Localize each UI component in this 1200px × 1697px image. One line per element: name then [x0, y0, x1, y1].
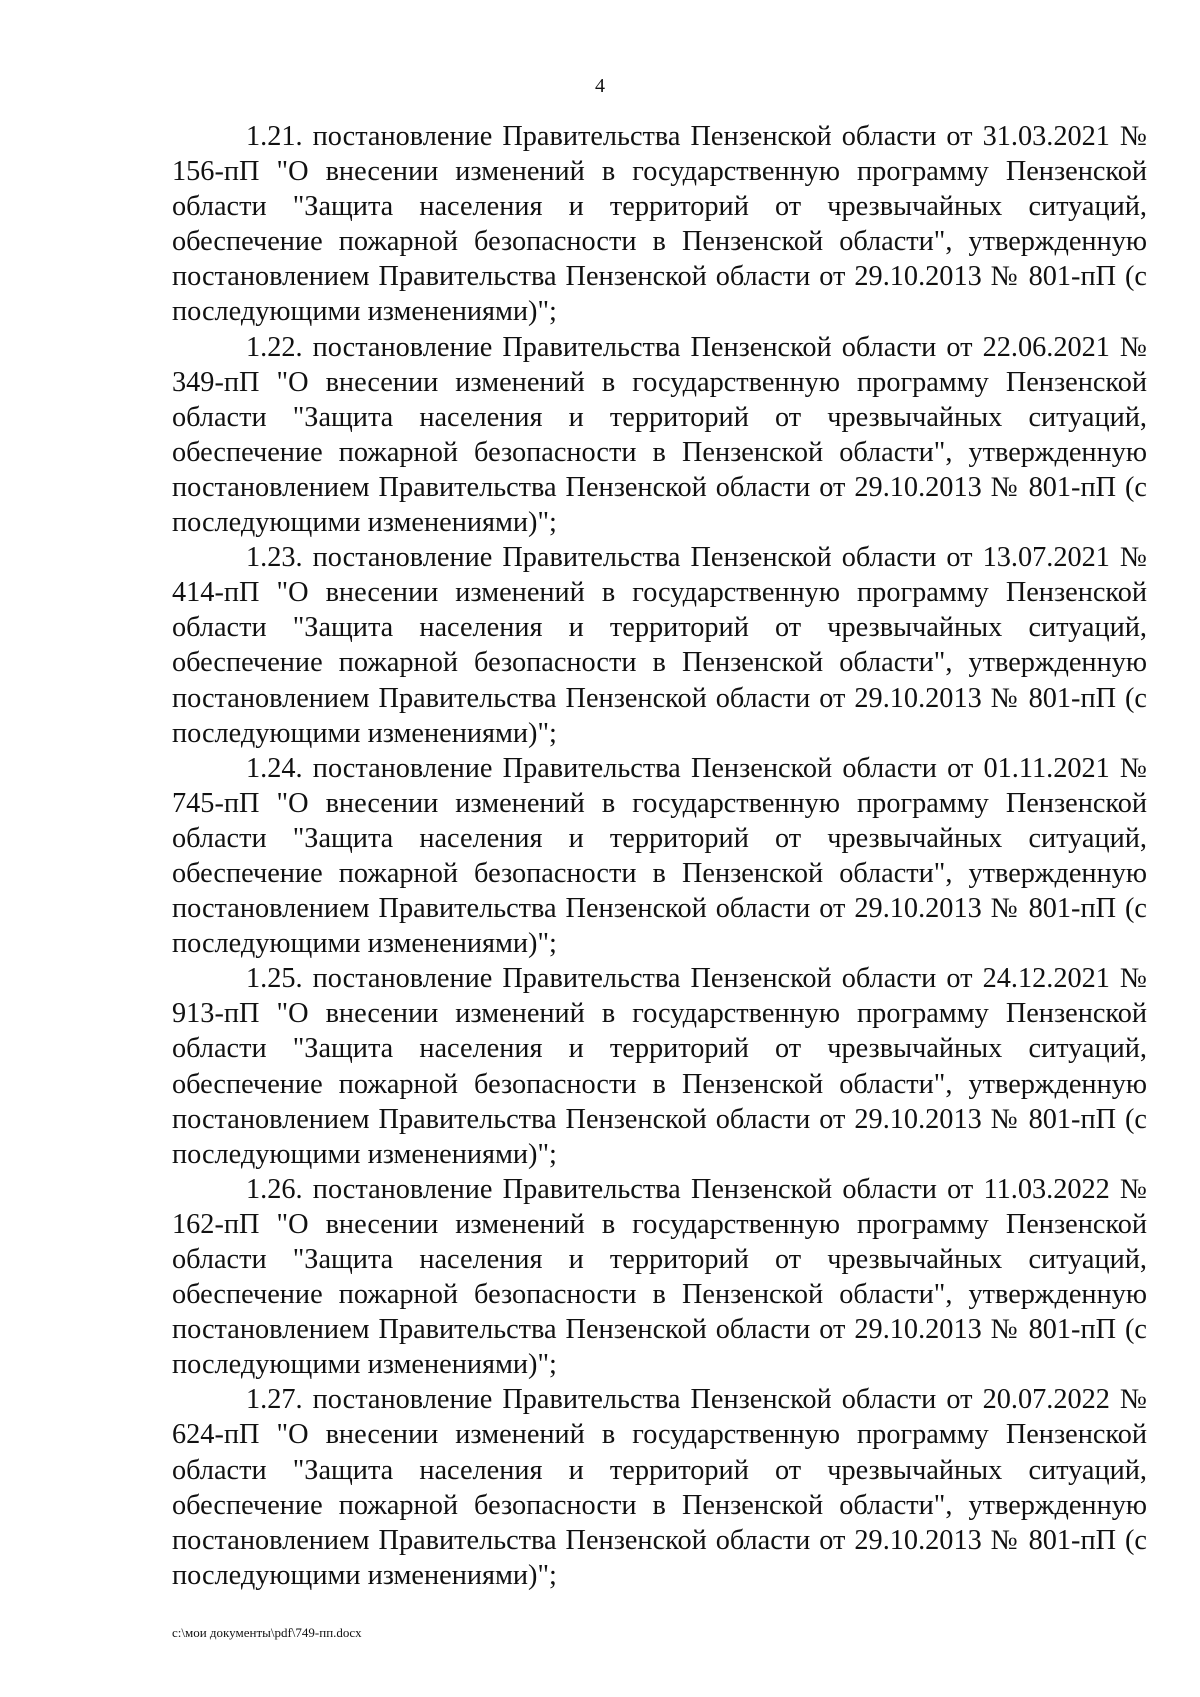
footer-file-path: c:\мои документы\pdf\749-пп.docx	[172, 1625, 362, 1640]
list-item-1-26: 1.26. постановление Правительства Пензенской области от 11.03.2022 № 162-пП "О внесении изменений в государственную программу Пензенской области "Защита населения и территорий от чрезвычайных ситуаций, обеспечение пожарной безопасности в Пензенской области", утвержденную постановлением Правительства Пензенской области от 29.10.2013 № 801-пП (с последующими изменениями)";	[172, 1173, 1147, 1381]
list-item-1-25: 1.25. постановление Правительства Пензенской области от 24.12.2021 № 913-пП "О внесении изменений в государственную программу Пензенской области "Защита населения и территорий от чрезвычайных ситуаций, обеспечение пожарной безопасности в Пензенской области", утвержденную постановлением Правительства Пензенской области от 29.10.2013 № 801-пП (с последующими изменениями)";	[172, 963, 1147, 1170]
list-item-1-23: 1.23. постановление Правительства Пензенской области от 13.07.2021 № 414-пП "О внесении изменений в государственную программу Пензенской области "Защита населения и территорий от чрезвычайных ситуаций, обеспечение пожарной безопасности в Пензенской области", утвержденную постановлением Правительства Пензенской области от 29.10.2013 № 801-пП (с последующими изменениями)";	[172, 542, 1147, 749]
list-item-1-27: 1.27. постановление Правительства Пензенской области от 20.07.2022 № 624-пП "О внесении изменений в государственную программу Пензенской области "Защита населения и территорий от чрезвычайных ситуаций, обеспечение пожарной безопасности в Пензенской области", утвержденную постановлением Правительства Пензенской области от 29.10.2013 № 801-пП (с последующими изменениями)";	[172, 1384, 1147, 1591]
document-body	[172, 119, 1147, 1593]
page-number: 4	[595, 75, 605, 97]
list-item-1-24: 1.24. постановление Правительства Пензенской области от 01.11.2021 № 745-пП "О внесении изменений в государственную программу Пензенской области "Защита населения и территорий от чрезвычайных ситуаций, обеспечение пожарной безопасности в Пензенской области", утвержденную постановлением Правительства Пензенской области от 29.10.2013 № 801-пП (с последующими изменениями)";	[172, 752, 1147, 960]
list-item-1-22: 1.22. постановление Правительства Пензенской области от 22.06.2021 № 349-пП "О внесении изменений в государственную программу Пензенской области "Защита населения и территорий от чрезвычайных ситуаций, обеспечение пожарной безопасности в Пензенской области", утвержденную постановлением Правительства Пензенской области от 29.10.2013 № 801-пП (с последующими изменениями)";	[172, 331, 1147, 539]
list-item-1-21: 1.21. постановление Правительства Пензенской области от 31.03.2021 № 156-пП "О внесении изменений в государственную программу Пензенской области "Защита населения и территорий от чрезвычайных ситуаций, обеспечение пожарной безопасности в Пензенской области", утвержденную постановлением Правительства Пензенской области от 29.10.2013 № 801-пП (с последующими изменениями)";	[172, 121, 1147, 328]
